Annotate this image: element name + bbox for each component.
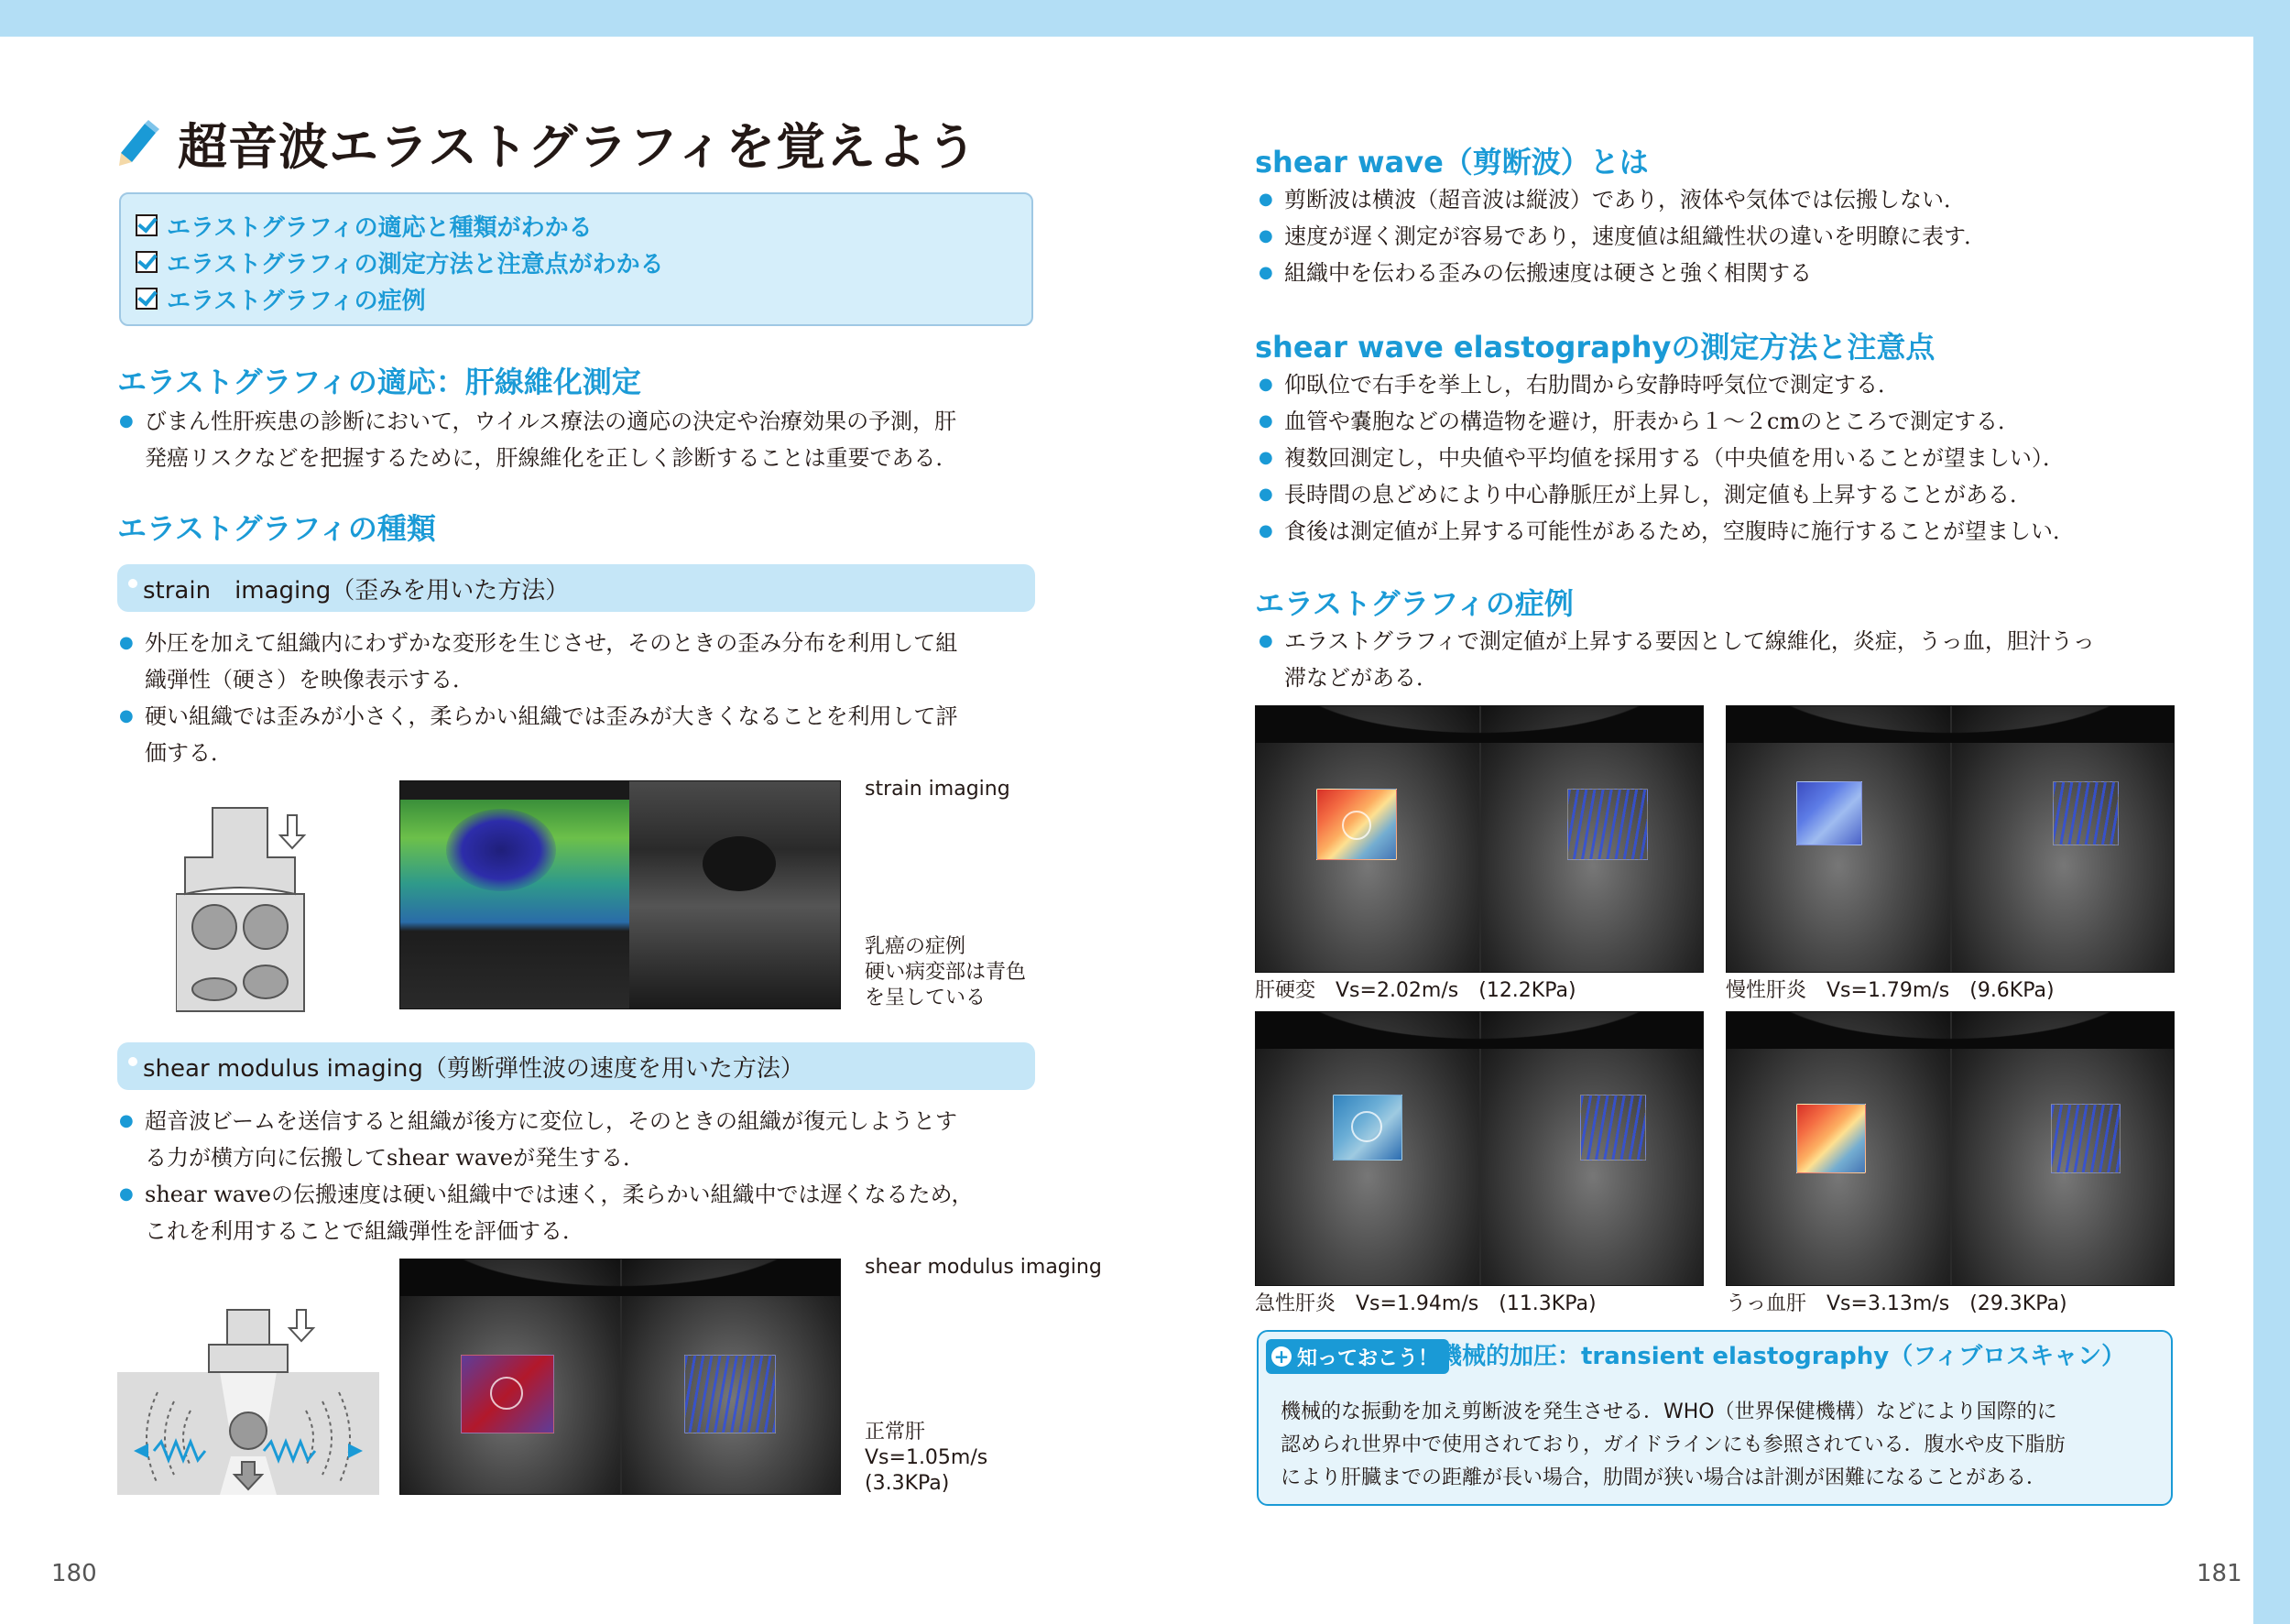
strain-caption: 乳癌の症例 硬い病変部は青色 を呈している [865, 935, 1027, 1009]
shear-diagram [117, 1301, 379, 1495]
checkbox-icon [136, 251, 158, 273]
list-item: ● 仰臥位で右手を挙上し，右肋間から安静時呼気位で測定する． [1259, 366, 2175, 403]
strain-diagram [176, 802, 322, 1013]
roi-circle [490, 1377, 523, 1410]
roi-wave [684, 1355, 776, 1433]
case-label: 慢性肝炎 Vs=1.79m/s (9.6KPa) [1726, 979, 2055, 1002]
heading-types: エラストグラフィの種類 [117, 511, 436, 546]
bmode-panel [629, 781, 841, 1008]
list-item: ● shear waveの伝搬速度は硬い組織中では速く，柔らかい組織中では遅くなるため， これを利用することで組織弾性を評価する． [119, 1176, 1035, 1249]
heading-indication: エラストグラフィの適応：肝線維化測定 [117, 365, 641, 399]
list-item: ● 剪断波は横波（超音波は縦波）であり，液体や気体では伝搬しない． [1259, 181, 2175, 218]
lesion-blue [446, 809, 556, 891]
case-label: うっ血肝 Vs=3.13m/s (29.3KPa) [1726, 1292, 2067, 1315]
pencil-icon [110, 116, 165, 171]
page-number-right: 181 [2197, 1560, 2242, 1587]
tip-tag: + 知っておこう！ [1266, 1339, 1449, 1374]
list-item: ● 血管や嚢胞などの構造物を避け，肝表から１～２cmのところで測定する． [1259, 403, 2175, 440]
goal-item: エラストグラフィの症例 [136, 280, 1017, 317]
list-item: ● 組織中を伝わる歪みの伝搬速度は硬さと強く相関する [1259, 255, 2175, 291]
list-item: ● 食後は測定値が上昇する可能性があるため，空腹時に施行することが望ましい． [1259, 513, 2175, 550]
roi-circle [1342, 811, 1371, 840]
right-band [2253, 0, 2290, 1624]
goal-item: エラストグラフィの測定方法と注意点がわかる [136, 244, 1017, 280]
list-item: ● エラストグラフィで測定値が上昇する要因として線維化，炎症，うっ血，胆汁うっ 滞などがある． [1259, 623, 2184, 696]
cases-list [1259, 623, 2184, 696]
case-image-cirrhosis [1255, 705, 1704, 973]
case-label: 急性肝炎 Vs=1.94m/s (11.3KPa) [1255, 1292, 1597, 1315]
list-item: ● 複数回測定し，中央値や平均値を採用する（中央値を用いることが望ましい）． [1259, 440, 2175, 476]
list-item: ● 硬い組織では歪みが小さく，柔らかい組織では歪みが大きくなることを利用して評 価する． [119, 698, 1035, 771]
roi-wave [2053, 781, 2119, 845]
page-title: 超音波エラストグラフィを覚えよう [178, 118, 977, 176]
case-image-congestive-liver [1726, 1011, 2175, 1286]
shear-image [399, 1259, 841, 1495]
list-item: ● 超音波ビームを送信すると組織が後方に変位し，そのときの組織が復元しようとす る力が横方向に伝搬してshear waveが発生する． [119, 1103, 1035, 1176]
case-image-acute-hepatitis [1255, 1011, 1704, 1286]
strain-imaging-bar: strain imaging（歪みを用いた方法） [117, 564, 1035, 612]
checkbox-icon [136, 214, 158, 236]
shear-caption: 正常肝 Vs=1.05m/s (3.3KPa) [865, 1421, 988, 1495]
roi-map [1796, 781, 1862, 845]
checkbox-icon [136, 288, 158, 310]
roi-circle [1351, 1111, 1382, 1142]
roi-wave [2051, 1104, 2121, 1173]
list-item: ● 速度が遅く測定が容易であり，速度値は組織性状の違いを明瞭に表す． [1259, 218, 2175, 255]
method-list [1259, 366, 2175, 550]
case-image-chronic-hepatitis [1726, 705, 2175, 973]
list-item: ● びまん性肝疾患の診断において，ウイルス療法の適応の決定や治療効果の予測，肝 発癌リスクなどを把握するために，肝線維化を正しく診断することは重要である． [119, 403, 1035, 476]
shear-modulus-bar: shear modulus imaging（剪断弾性波の速度を用いた方法） [117, 1042, 1035, 1090]
shear-list [119, 1103, 1035, 1249]
roi-wave [1580, 1095, 1646, 1161]
goal-item: エラストグラフィの適応と種類がわかる [136, 207, 1017, 244]
goals-box [119, 192, 1033, 326]
heading-method: shear wave elastographyの測定方法と注意点 [1255, 330, 1936, 365]
tip-title: 機械的加圧：transient elastography（フィブロスキャン） [1438, 1343, 2126, 1370]
tip-body: 機械的な振動を加え剪断波を発生させる．WHO（世界保健機構）などにより国際的に 認められ世界中で使用されており，ガイドラインにも参照されている．腹水や皮下脂肪 により肝臓までの距離が長い場合，肋間が狭い場合は計測が困難になることがある． [1281, 1401, 2066, 1489]
indication-list [119, 403, 1035, 476]
plus-icon: + [1271, 1346, 1292, 1367]
strain-caption-title: strain imaging [865, 778, 1010, 801]
heading-shear-wave: shear wave（剪断波）とは [1255, 145, 1649, 180]
roi-map [1796, 1104, 1866, 1173]
heading-cases: エラストグラフィの症例 [1255, 586, 1574, 621]
roi-wave [1567, 789, 1648, 860]
strain-list [119, 625, 1035, 771]
lesion-dark [703, 836, 776, 891]
list-item: ● 外圧を加えて組織内にわずかな変形を生じさせ，そのときの歪み分布を利用して組 織弾性（硬さ）を映像表示する． [119, 625, 1035, 698]
shear-wave-list [1259, 181, 2175, 291]
top-band [0, 0, 2290, 37]
shear-caption-title: shear modulus imaging [865, 1256, 1102, 1279]
strain-image [399, 780, 841, 1009]
page-number-left: 180 [51, 1560, 97, 1587]
list-item: ● 長時間の息どめにより中心静脈圧が上昇し，測定値も上昇することがある． [1259, 476, 2175, 513]
tip-box [1257, 1330, 2173, 1506]
title-row [110, 108, 977, 179]
case-label: 肝硬変 Vs=2.02m/s (12.2KPa) [1255, 979, 1576, 1002]
